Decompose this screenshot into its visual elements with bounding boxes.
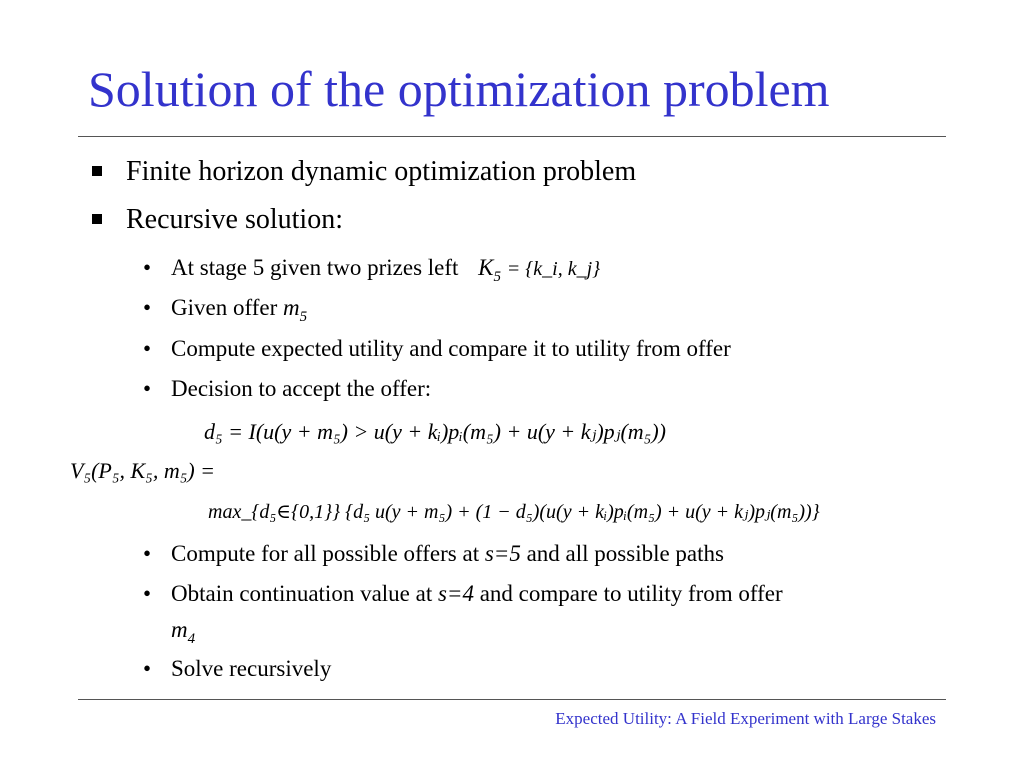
sub-bullet-text: and all possible paths <box>526 541 724 566</box>
square-bullet-icon <box>92 214 102 224</box>
math-subscript: 4 <box>187 631 196 647</box>
dot-bullet-icon: • <box>143 336 152 361</box>
value-function-lhs: V₅(P₅, K₅, m₅) = <box>70 458 216 483</box>
sub-bullet-continuation <box>171 617 196 647</box>
dot-bullet-icon: • <box>143 295 152 320</box>
math-expression: = {k_i, k_j} <box>506 258 601 280</box>
dot-bullet-icon: • <box>143 541 152 566</box>
sub-bullet-text: Given offer <box>171 295 278 320</box>
sub-bullet-text: Compute for all possible offers at <box>171 541 480 566</box>
sub-bullet-text: Decision to accept the offer: <box>171 376 432 401</box>
slide-title: Solution of the optimization problem <box>88 61 830 117</box>
dot-bullet-icon: • <box>143 255 152 280</box>
math-inline: s=4 <box>437 581 474 606</box>
footer-text: Expected Utility: A Field Experiment with Large Stakes <box>555 709 936 728</box>
dot-bullet-icon: • <box>143 376 152 401</box>
sub-bullet-text-group <box>171 542 724 565</box>
sub-bullet-text-group <box>171 582 783 605</box>
title-rule <box>78 136 946 137</box>
sub-bullet-text: and compare to utility from offer <box>479 581 783 606</box>
bullet-text: Finite horizon dynamic optimization problem <box>126 156 637 187</box>
sub-bullet-text: Solve recursively <box>171 656 332 681</box>
math-symbol: m <box>282 295 300 320</box>
sub-bullet-text: Compute expected utility and compare it to utility from offer <box>171 336 731 361</box>
sub-bullet-text-group <box>171 295 308 325</box>
dot-bullet-icon: • <box>143 656 152 681</box>
math-subscript: 5 <box>493 269 502 285</box>
math-symbol: K <box>478 255 494 280</box>
math-symbol: m <box>171 617 188 642</box>
sub-bullet-text-group <box>171 255 601 285</box>
footer-rule <box>78 699 946 700</box>
square-bullet-icon <box>92 166 102 176</box>
sub-bullet-text: Obtain continuation value at <box>171 581 433 606</box>
math-subscript: 5 <box>299 309 308 325</box>
math-inline: s=5 <box>484 541 521 566</box>
dot-bullet-icon: • <box>143 581 152 606</box>
bullet-text: Recursive solution: <box>126 204 343 235</box>
value-function-rhs: max_{d₅∈{0,1}} {d₅ u(y + m₅) + (1 − d₅)(u(y + kᵢ)pᵢ(m₅) + u(y + kⱼ)pⱼ(m₅))} <box>208 501 820 523</box>
sub-bullet-text: At stage 5 given two prizes left <box>171 255 459 280</box>
decision-equation: d₅ = I(u(y + m₅) > u(y + kᵢ)pᵢ(m₅) + u(y + kⱼ)pⱼ(m₅)) <box>204 419 666 444</box>
